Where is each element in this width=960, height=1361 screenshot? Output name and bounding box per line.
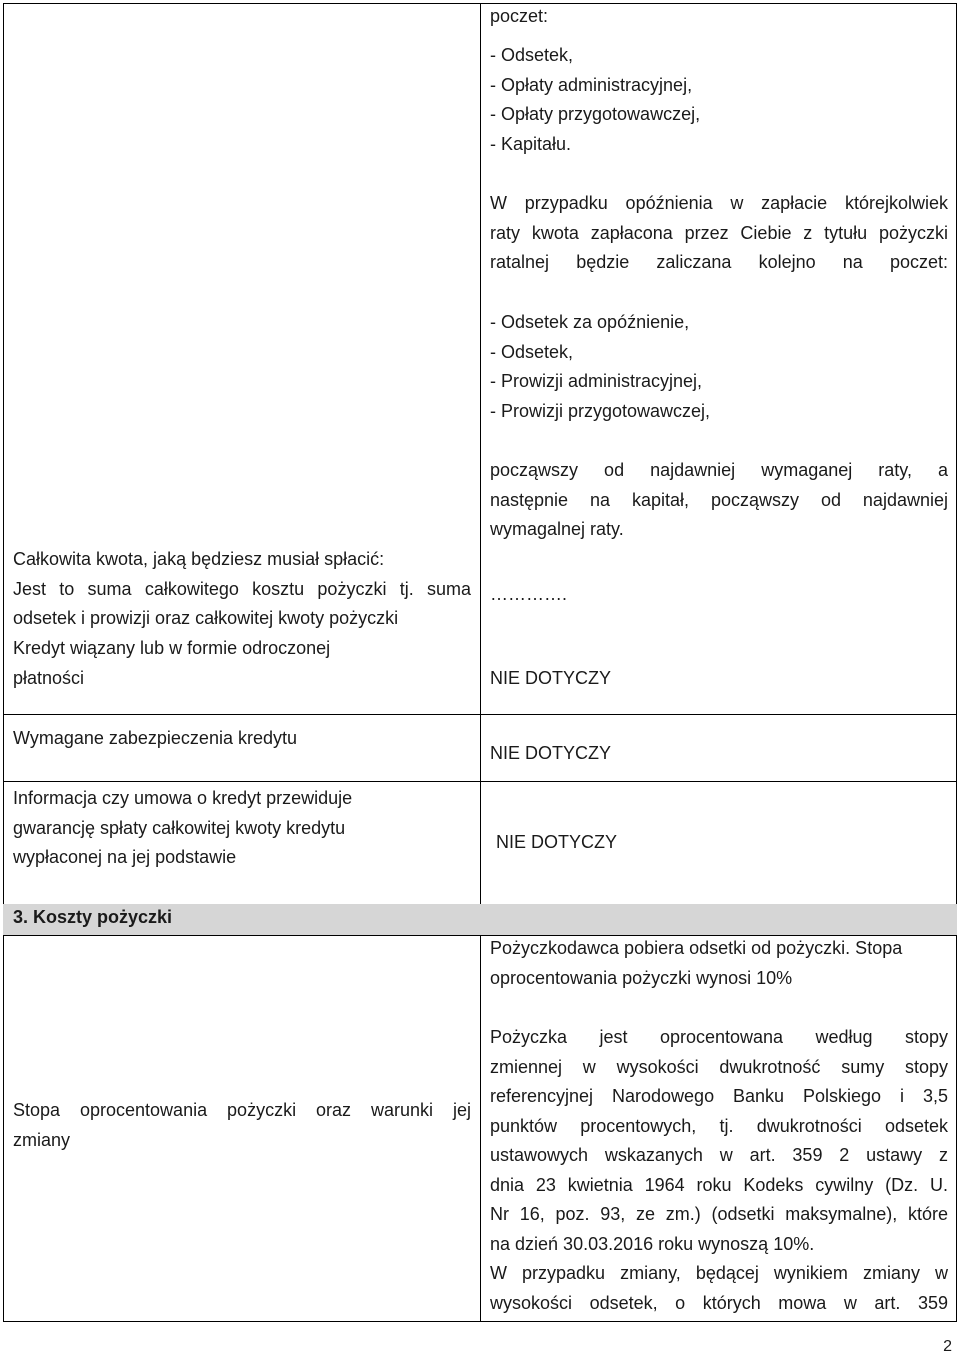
tied-credit-label: Kredyt wiązany lub w formie odroczonej płatności bbox=[13, 638, 331, 688]
oldest-installment-paragraph: począwszy od najdawniej wymaganej raty, a następnie na kapitał, począwszy od najdawniej wymagalnej raty. bbox=[490, 460, 948, 539]
list-item: - Odsetek, bbox=[490, 45, 574, 65]
collateral-value: NIE DOTYCZY bbox=[490, 743, 612, 763]
table-left-border bbox=[3, 3, 4, 1321]
delay-paragraph: W przypadku opóźnienia w zapłacie którejkolwiek raty kwota zapłacona przez Ciebie z tytułu pożyczki ratalnej będzie zaliczana kolejno na poczet: bbox=[490, 193, 948, 272]
page-number: 2 bbox=[943, 1338, 952, 1355]
tied-credit-value: NIE DOTYCZY bbox=[490, 668, 612, 688]
row-divider-1 bbox=[3, 714, 957, 715]
row-divider-2 bbox=[3, 781, 957, 782]
list-item: - Opłaty przygotowawczej, bbox=[490, 104, 701, 124]
section-title: 3. Koszty pożyczki bbox=[13, 907, 173, 927]
column-divider-lower bbox=[480, 935, 481, 1321]
collateral-label: Wymagane zabezpieczenia kredytu bbox=[13, 728, 297, 748]
list-item: - Odsetek, bbox=[490, 341, 574, 362]
column-divider-upper bbox=[480, 3, 481, 904]
table-bottom-border bbox=[3, 1321, 957, 1322]
total-amount-label: Całkowita kwota, jaką będziesz musiał spłacić: Jest to suma całkowitego kosztu pożyczki tj. suma odsetek i prowizji oraz całkowitej kwoty pożyczki bbox=[13, 549, 471, 628]
list-item: - Opłaty administracyjnej, bbox=[490, 74, 693, 95]
guarantee-label: Informacja czy umowa o kredyt przewiduje gwarancję spłaty całkowitej kwoty kredytu wypłaconej na jej podstawie bbox=[13, 788, 353, 867]
list-item: - Prowizji przygotowawczej, bbox=[490, 400, 711, 421]
poczet-label: poczet: bbox=[490, 6, 549, 26]
list-item: - Odsetek za opóźnienie, bbox=[490, 312, 690, 332]
rate-label: Stopa oprocentowania pożyczki oraz warunki jej zmiany bbox=[13, 1100, 471, 1150]
guarantee-value: NIE DOTYCZY bbox=[496, 832, 618, 852]
interest-paragraph: Pożyczkodawca pobiera odsetki od pożyczki. Stopa oprocentowania pożyczki wynosi 10% bbox=[490, 938, 903, 988]
delay-order-list bbox=[490, 308, 710, 426]
repayment-order-list bbox=[490, 41, 700, 159]
rate-paragraph: Pożyczka jest oprocentowana według stopy zmiennej w wysokości dwukrotność sumy stopy referencyjnej Narodowego Banku Polskiego i 3,5 punktów procentowych, tj. dwukrotności odsetek ustawowych wskazanych w art. 359 2 ustawy z dnia 23 kwietnia 1964 roku Kodeks cywilny (Dz. U. Nr 16, poz. 93, ze zm.) (odsetki maksymalne), które na dzień 30.03.2016 roku wynoszą 10%. W przypadku zmiany, będącej wynikiem zmiany w wysokości odsetek, o których mowa w art. 359 bbox=[490, 1027, 948, 1313]
total-amount-value: …………. bbox=[490, 584, 568, 604]
table-right-border bbox=[956, 3, 957, 1321]
list-item: - Kapitału. bbox=[490, 133, 572, 154]
list-item: - Prowizji administracyjnej, bbox=[490, 371, 703, 391]
